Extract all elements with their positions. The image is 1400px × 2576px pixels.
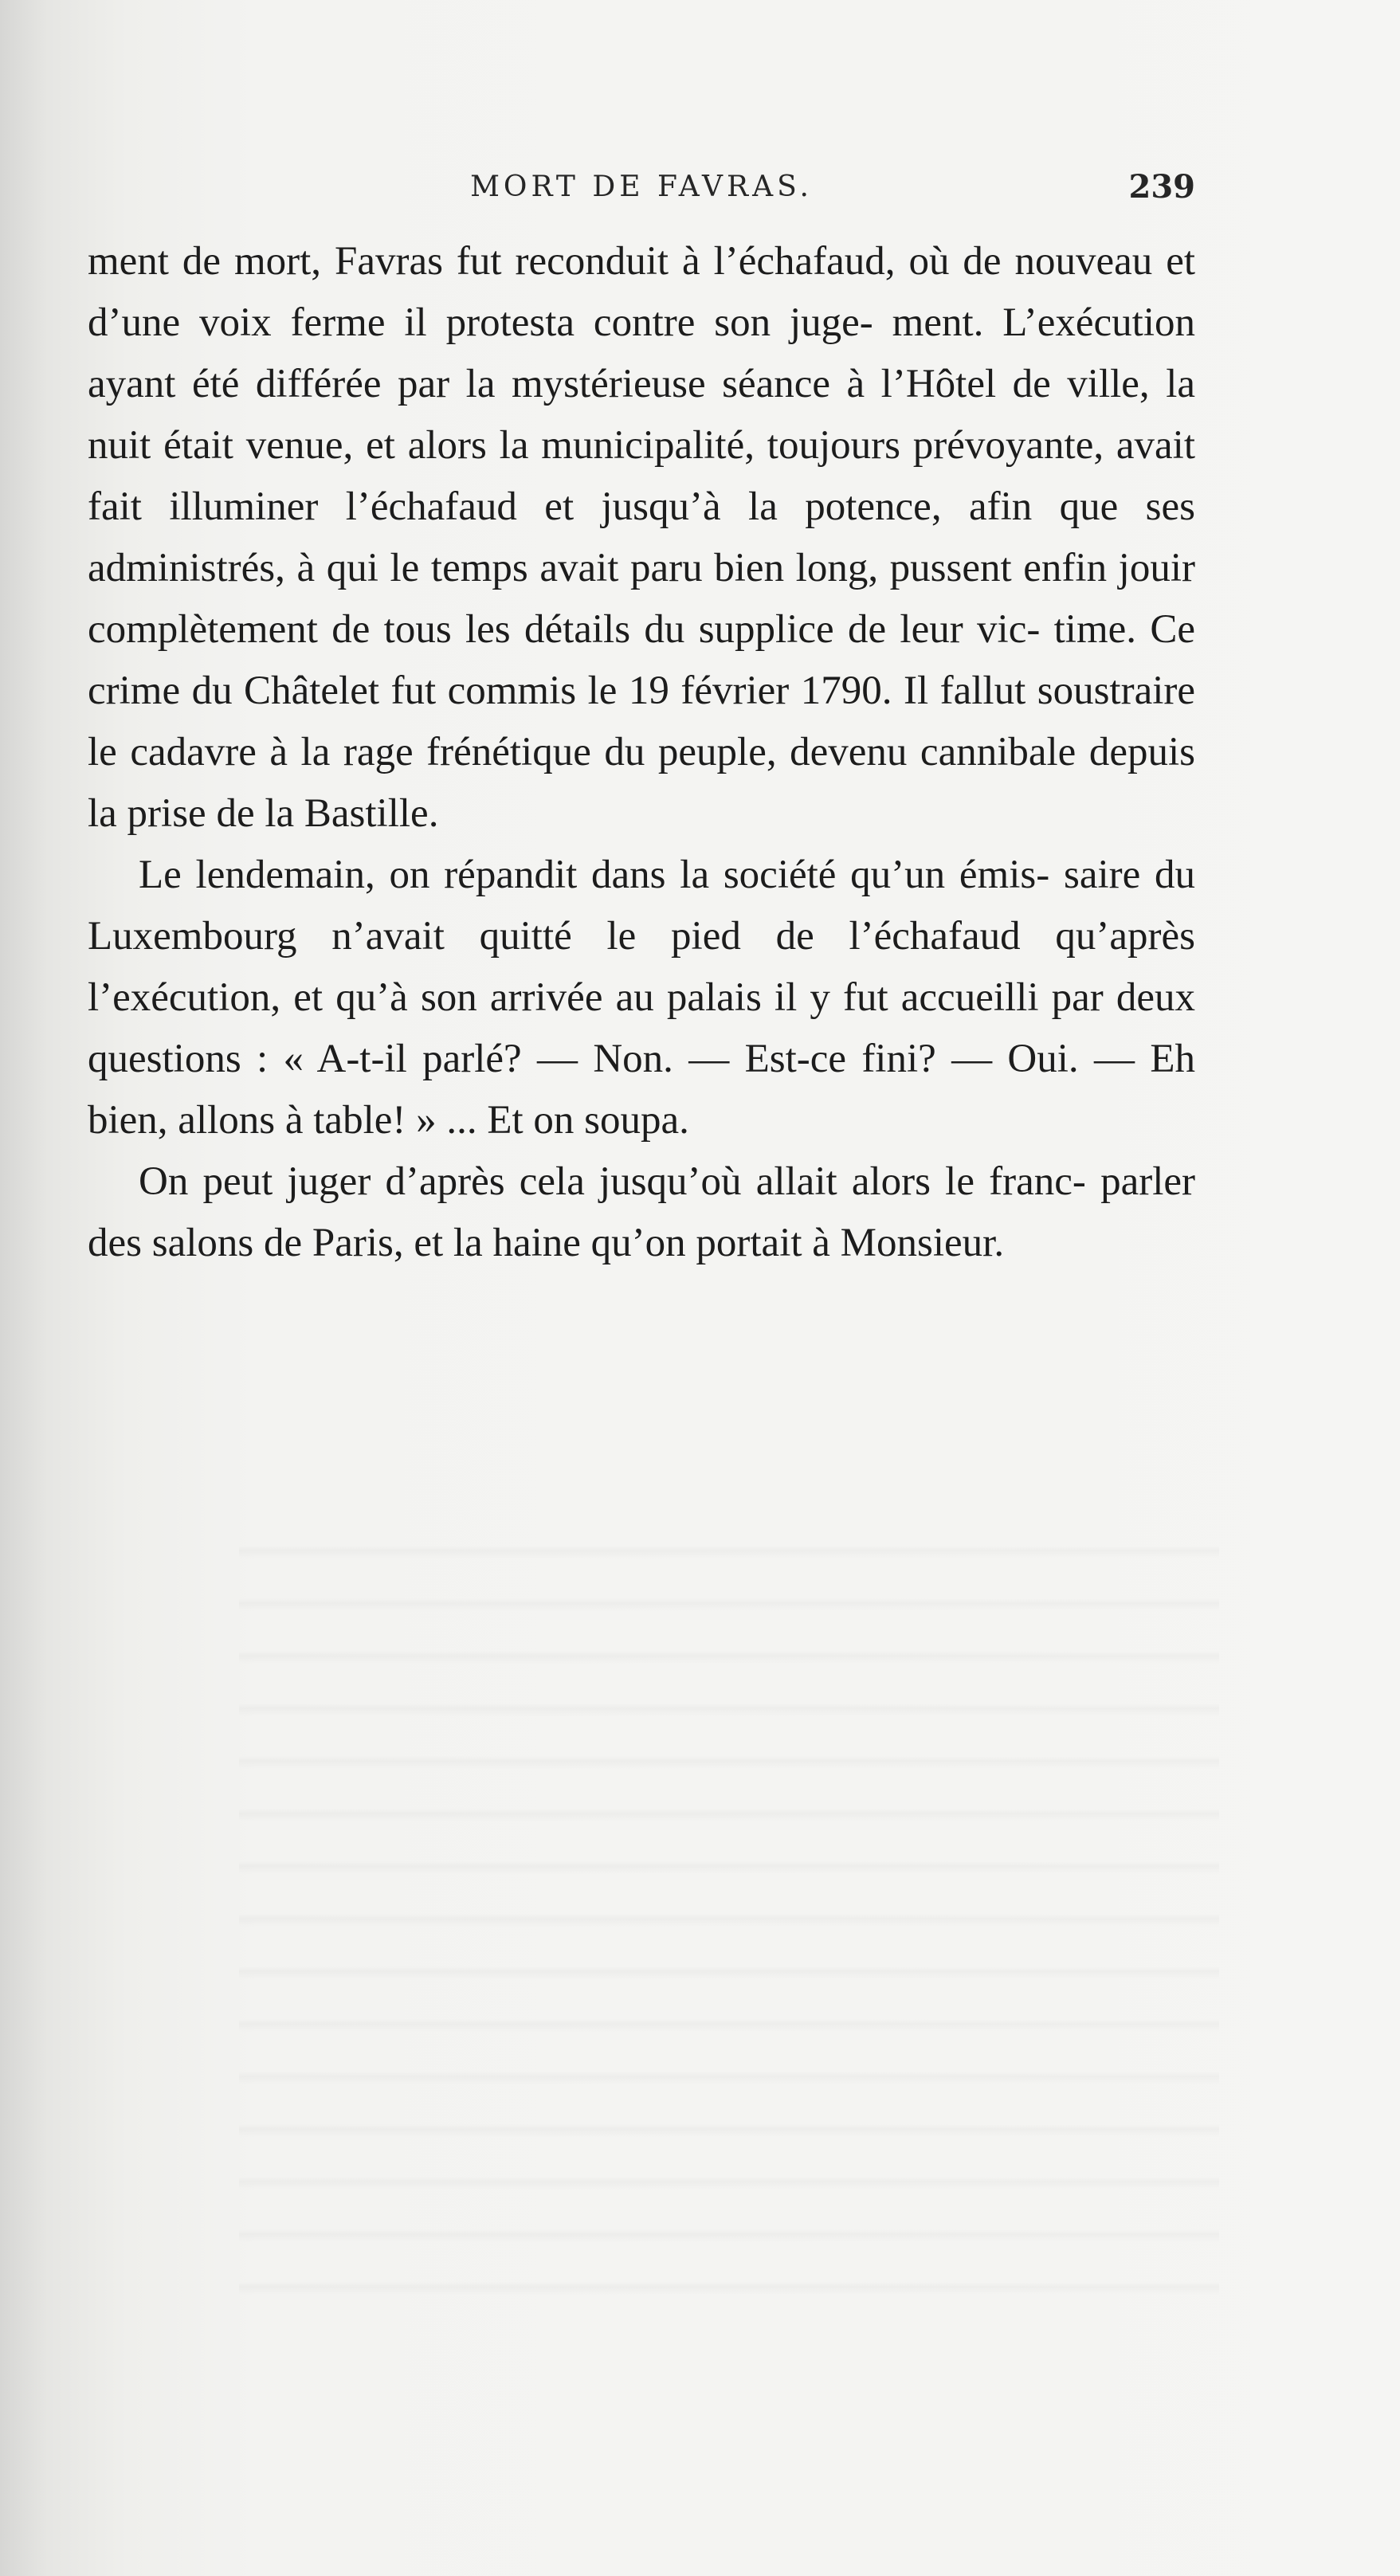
text-line: saire du Luxembourg n’avait quitté le pied de l’échafaud (88, 853, 1195, 959)
running-head (88, 163, 1195, 211)
paragraph (88, 1151, 1195, 1274)
text-line: municipalité, toujours prévoyante, avait fait illuminer (88, 423, 1196, 529)
text-line: complètement de tous les détails du supplice de leur vic- (88, 607, 1041, 652)
text-line: ment. L’exécution ayant été différée par la mystérieuse (88, 300, 1195, 406)
text-line: Est-ce fini? — Oui. — Eh bien, allons à table! » ... (88, 1037, 1195, 1143)
text-line: ment de mort, Favras fut reconduit à l’échafaud, où de (88, 239, 1002, 284)
text-line: parler des salons de Paris, et la haine qu’on portait à (88, 1159, 1195, 1265)
text-line: qu’après l’exécution, et qu’à son arrivée au palais il y fut (88, 914, 1195, 1020)
running-title: MORT DE FAVRAS. (470, 171, 813, 203)
text-line: séance à l’Hôtel de ville, la nuit était venue, et alors la (88, 362, 1196, 468)
page-number: 239 (1128, 168, 1195, 206)
text-line: Et on soupa. (487, 1098, 689, 1143)
text-line: nouveau et d’une voix ferme il protesta contre son juge- (88, 239, 1195, 345)
text-line: On peut juger d’après cela jusqu’où allait alors le franc- (139, 1159, 1086, 1204)
text-line: accueilli par deux questions : « A-t-il parlé? — Non. — (88, 975, 1196, 1081)
text-line: peuple, devenu cannibale depuis la prise de la Bastille. (88, 730, 1195, 836)
text-line: Le lendemain, on répandit dans la société qu’un émis- (139, 853, 1050, 897)
paragraph (88, 845, 1195, 1151)
body-text (88, 231, 1195, 1274)
show-through-shadow (239, 1506, 1219, 2303)
text-line: time. Ce crime du Châtelet fut commis le 19 février 1790. (88, 607, 1195, 713)
text-line: Il fallut soustraire le cadavre à la rage frénétique du (88, 669, 1195, 774)
text-line: à qui le temps avait paru bien long, pussent enfin jouir (296, 546, 1195, 590)
text-line: l’échafaud et jusqu’à la potence, afin que ses administrés, (88, 484, 1196, 590)
text-line: Monsieur. (840, 1221, 1005, 1265)
paragraph (88, 231, 1195, 845)
